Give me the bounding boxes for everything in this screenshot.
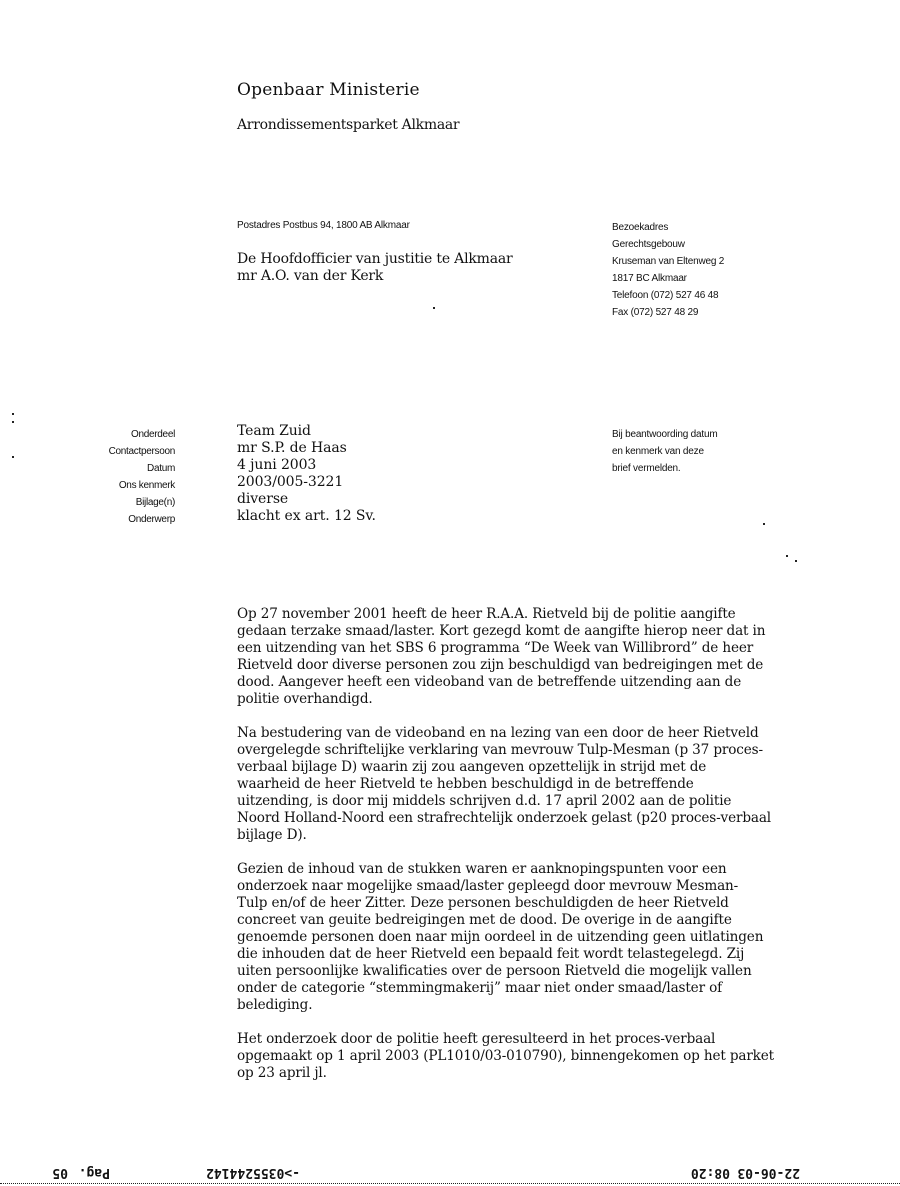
scan-speck <box>795 560 797 562</box>
body-line: Gezien de inhoud van de stukken waren er aanknopingspunten voor een <box>237 861 727 877</box>
fax-page-label: Pag. <box>78 1165 110 1180</box>
visiting-address-block <box>612 219 724 321</box>
value-department: Team Zuid <box>237 423 311 439</box>
body-line: dood. Aangever heeft een videoband van de betreffende uitzending aan de <box>237 674 742 690</box>
body-line: onder de categorie “stemmingmakerij” maar niet onder smaad/laster of <box>237 980 723 996</box>
body-line: onderzoek naar mogelijke smaad/laster gepleegd door mevrouw Mesman- <box>237 878 739 894</box>
letter-body <box>237 606 774 1099</box>
reply-note-line-3: brief vermelden. <box>612 463 681 474</box>
visiting-address-city: 1817 BC Alkmaar <box>612 273 687 284</box>
label-attachments: Bijlage(n) <box>135 497 175 508</box>
body-line: die inhouden dat de heer Rietveld een bepaald feit wordt telastegelegd. Zij <box>237 946 745 962</box>
fax-header <box>0 1164 900 1186</box>
body-line: bijlage D). <box>237 827 307 843</box>
fax-destination: ->0355244142 <box>206 1165 300 1180</box>
body-line: politie overhandigd. <box>237 691 373 707</box>
body-line: Tulp en/of de heer Zitter. Deze personen beschuldigden de heer Rietveld <box>237 895 729 911</box>
scan-speck <box>786 555 788 557</box>
scan-speck <box>12 413 14 415</box>
visiting-address-building: Gerechtsgebouw <box>612 239 685 250</box>
label-subject: Onderwerp <box>128 514 175 525</box>
visiting-address-fax: Fax (072) 527 48 29 <box>612 307 699 318</box>
fax-dotted-rule <box>0 1183 900 1184</box>
body-line: Rietveld door diverse personen zou zijn beschuldigd van bedreigingen met de <box>237 657 764 673</box>
addressee-line-1: De Hoofdofficier van justitie te Alkmaar <box>237 251 513 267</box>
meta-labels <box>60 426 175 528</box>
reply-note-line-2: en kenmerk van deze <box>612 446 704 457</box>
visiting-address-phone: Telefoon (072) 527 46 48 <box>612 290 719 301</box>
department-name: Arrondissementsparket Alkmaar <box>237 117 460 133</box>
value-reference: 2003/005-3221 <box>237 474 344 490</box>
organization-name: Openbaar Ministerie <box>237 80 420 100</box>
scan-speck <box>12 421 14 423</box>
body-line: Na bestudering van de videoband en na lezing van een door de heer Rietveld <box>237 725 759 741</box>
visiting-address-street: Kruseman van Eltenweg 2 <box>612 256 725 267</box>
paragraph-3 <box>237 861 764 1014</box>
body-line: opgemaakt op 1 april 2003 (PL1010/03-010790), binnengekomen op het parket <box>237 1048 774 1064</box>
reply-note-line-1: Bij beantwoording datum <box>612 429 718 440</box>
body-line: op 23 april jl. <box>237 1065 327 1081</box>
paragraph-1 <box>237 606 766 708</box>
body-line: genoemde personen doen naar mijn oordeel in de uitzending geen uitlatingen <box>237 929 764 945</box>
value-contact-person: mr S.P. de Haas <box>237 440 347 456</box>
value-subject: klacht ex art. 12 Sv. <box>237 508 376 524</box>
body-line: overgelegde schriftelijke verklaring van mevrouw Tulp-Mesman (p 37 proces- <box>237 742 763 758</box>
body-line: Op 27 november 2001 heeft de heer R.A.A. Rietveld bij de politie aangifte <box>237 606 736 622</box>
body-line: concreet van geuite bedreigingen met de dood. De overige in de aangifte <box>237 912 732 928</box>
paragraph-2 <box>237 725 771 844</box>
fax-date: 22-06-03 <box>737 1165 800 1180</box>
addressee-line-2: mr A.O. van der Kerk <box>237 268 384 284</box>
meta-values <box>237 423 376 525</box>
body-line: verbaal bijlage D) waarin zij zou aangeven opzettelijk in strijd met de <box>237 759 707 775</box>
fax-header-rotated <box>0 1164 900 1180</box>
label-department: Onderdeel <box>131 429 175 440</box>
scan-speck <box>763 523 765 525</box>
body-line: gedaan terzake smaad/laster. Kort gezegd komt de aangifte hierop neer dat in <box>237 623 766 639</box>
body-line: waarheid de heer Rietveld te hebben beschuldigd in de betreffende <box>237 776 694 792</box>
body-line: een uitzending van het SBS 6 programma “De Week van Willibrord” de heer <box>237 640 754 656</box>
body-line: uiten persoonlijke kwalificaties over de persoon Rietveld die mogelijk vallen <box>237 963 752 979</box>
visiting-address-heading: Bezoekadres <box>612 222 669 233</box>
postal-address: Postadres Postbus 94, 1800 AB Alkmaar <box>237 220 410 231</box>
addressee-block <box>237 251 513 285</box>
reply-instruction <box>612 426 717 477</box>
value-attachments: diverse <box>237 491 289 507</box>
scan-speck <box>12 456 14 458</box>
fax-page-number: 05 <box>52 1165 68 1180</box>
fax-time: 08:20 <box>690 1165 730 1180</box>
label-date: Datum <box>147 463 175 474</box>
body-line: Noord Holland-Noord een strafrechtelijk onderzoek gelast (p20 proces-verbaal <box>237 810 771 826</box>
paragraph-4 <box>237 1031 774 1082</box>
scan-speck <box>433 307 435 309</box>
body-line: Het onderzoek door de politie heeft geresulteerd in het proces-verbaal <box>237 1031 716 1047</box>
label-reference: Ons kenmerk <box>118 480 175 491</box>
body-line: belediging. <box>237 997 313 1013</box>
value-date: 4 juni 2003 <box>237 457 317 473</box>
body-line: uitzending, is door mij middels schrijven d.d. 17 april 2002 aan de politie <box>237 793 732 809</box>
label-contact-person: Contactpersoon <box>108 446 175 457</box>
